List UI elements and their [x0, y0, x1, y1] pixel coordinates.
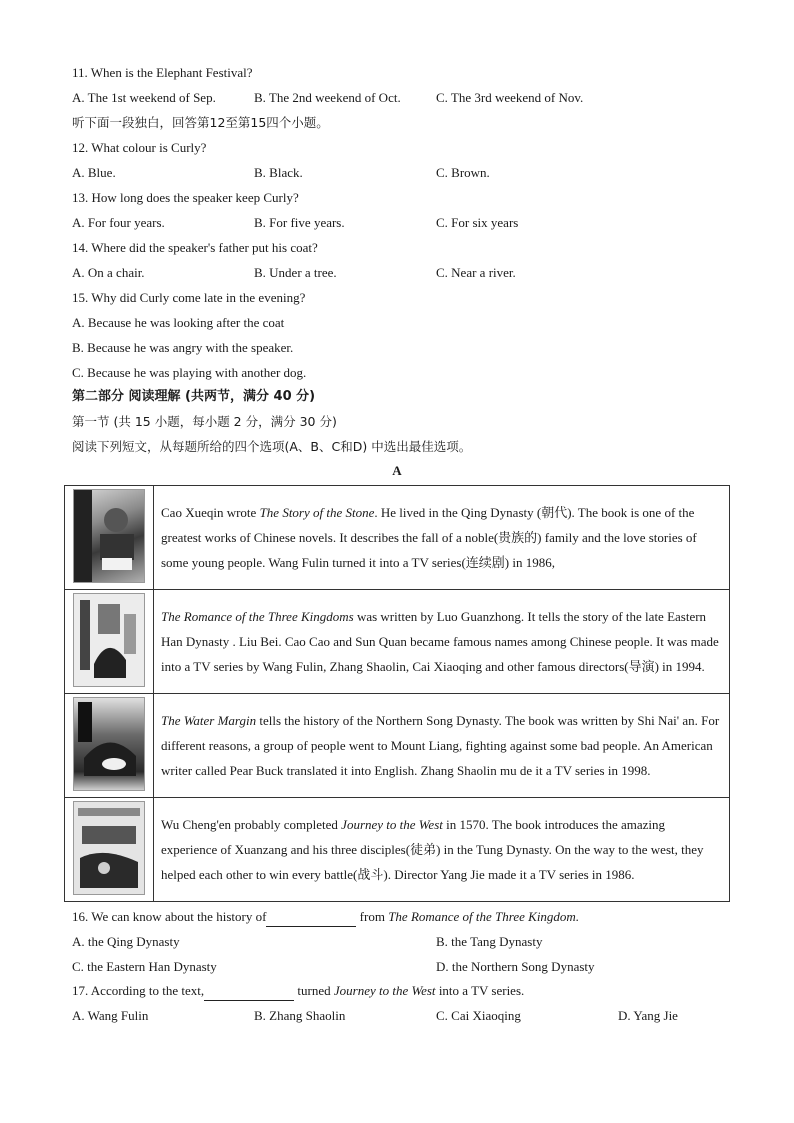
book-cover-image — [73, 593, 145, 687]
q11-option-a: A. The 1st weekend of Sep. — [72, 90, 216, 105]
book-description: Wu Cheng'en probably completed Journey to the West in 1570. The book introduces the amazing experience of Xuanzang and his three disciples(徒弟) in the Tung Dynasty. On the way to the west, they helped each other to win every battle(战斗). Director Yang Jie made it a TV series in 1986. — [154, 798, 730, 902]
instruction-12-15: 听下面一段独白，回答第12至第15四个小题。 — [72, 115, 329, 130]
answer-blank[interactable] — [266, 908, 356, 927]
passage-label: A — [392, 463, 402, 478]
book-title: The Romance of the Three Kingdoms — [161, 609, 354, 624]
q17-option-d: D. Yang Jie — [618, 1008, 678, 1023]
q11-option-b: B. The 2nd weekend of Oct. — [254, 90, 401, 105]
cover-illustration-icon — [74, 698, 144, 790]
book-cover-image — [73, 489, 145, 583]
book-cover-cell — [65, 486, 154, 590]
book-cover-cell — [65, 798, 154, 902]
q13-option-a: A. For four years. — [72, 215, 165, 230]
q16-option-b: B. the Tang Dynasty — [436, 934, 543, 949]
q11-stem: 11. When is the Elephant Festival? — [72, 65, 253, 80]
book-title: The Water Margin — [161, 713, 257, 728]
cover-illustration-icon — [74, 802, 144, 894]
q14-option-c: C. Near a river. — [436, 265, 516, 280]
q15-option-a: A. Because he was looking after the coat — [72, 315, 285, 330]
q13-option-b: B. For five years. — [254, 215, 345, 230]
book-cover-image — [73, 697, 145, 791]
q12-option-b: B. Black. — [254, 165, 303, 180]
book-description: The Water Margin tells the history of the Northern Song Dynasty. The book was written by Shi Nai' an. For different reasons, a group of people went to Mount Liang, fighting against some bad people. An American writer called Pear Buck translated it into English. Zhang Shaolin mu de it a TV series in 1998. — [154, 694, 730, 798]
q12-stem: 12. What colour is Curly? — [72, 140, 207, 155]
book-cover-cell — [65, 694, 154, 798]
part2-title: 第二部分 阅读理解 (共两节，满分 40 分) — [72, 389, 316, 404]
q11-option-c: C. The 3rd weekend of Nov. — [436, 90, 584, 105]
book-cover-cell — [65, 590, 154, 694]
q15-option-b: B. Because he was angry with the speaker. — [72, 340, 294, 355]
q16-option-c: C. the Eastern Han Dynasty — [72, 959, 217, 974]
q17-stem: 17. According to the text, turned Journey to the West into a TV series. — [72, 982, 524, 1001]
q13-stem: 13. How long does the speaker keep Curly? — [72, 190, 299, 205]
book-row — [65, 694, 730, 798]
q15-option-c: C. Because he was playing with another dog. — [72, 365, 307, 380]
book-title: The Story of the Stone — [259, 505, 375, 520]
section1-instruction: 阅读下列短文，从每题所给的四个选项(A、B、C和D) 中选出最佳选项。 — [72, 439, 472, 454]
cover-illustration-icon — [74, 490, 144, 582]
book-row — [65, 590, 730, 694]
q15-stem: 15. Why did Curly come late in the evening? — [72, 290, 306, 305]
q16-stem: 16. We can know about the history of from The Romance of the Three Kingdom. — [72, 908, 579, 927]
book-cover-image — [73, 801, 145, 895]
q17-option-a: A. Wang Fulin — [72, 1008, 149, 1023]
book-row — [65, 798, 730, 902]
cover-illustration-icon — [74, 594, 144, 686]
q13-option-c: C. For six years — [436, 215, 519, 230]
q16-option-d: D. the Northern Song Dynasty — [436, 959, 595, 974]
q14-stem: 14. Where did the speaker's father put his coat? — [72, 240, 318, 255]
q14-option-a: A. On a chair. — [72, 265, 145, 280]
q17-option-b: B. Zhang Shaolin — [254, 1008, 346, 1023]
q12-option-c: C. Brown. — [436, 165, 490, 180]
answer-blank[interactable] — [204, 982, 294, 1001]
book-title: Journey to the West — [341, 817, 443, 832]
q14-option-b: B. Under a tree. — [254, 265, 337, 280]
book-row — [65, 486, 730, 590]
books-table — [64, 485, 730, 902]
q12-option-a: A. Blue. — [72, 165, 116, 180]
q17-option-c: C. Cai Xiaoqing — [436, 1008, 521, 1023]
q16-option-a: A. the Qing Dynasty — [72, 934, 180, 949]
book-description: Cao Xueqin wrote The Story of the Stone. He lived in the Qing Dynasty (朝代). The book is one of the greatest works of Chinese novels. It describes the fall of a noble(贵族的) family and the love stories of some young people. Wang Fulin turned it into a TV series(连续剧) in 1986, — [154, 486, 730, 590]
section1-title: 第一节 (共 15 小题，每小题 2 分，满分 30 分) — [72, 414, 337, 429]
book-description: The Romance of the Three Kingdoms was written by Luo Guanzhong. It tells the story of the late Eastern Han Dynasty . Liu Bei. Cao Cao and Sun Quan became famous names among Chinese people. It was made into a TV series by Wang Fulin, Zhang Shaolin, Cai Xiaoqing and other famous directors(导演) in 1994. — [154, 590, 730, 694]
